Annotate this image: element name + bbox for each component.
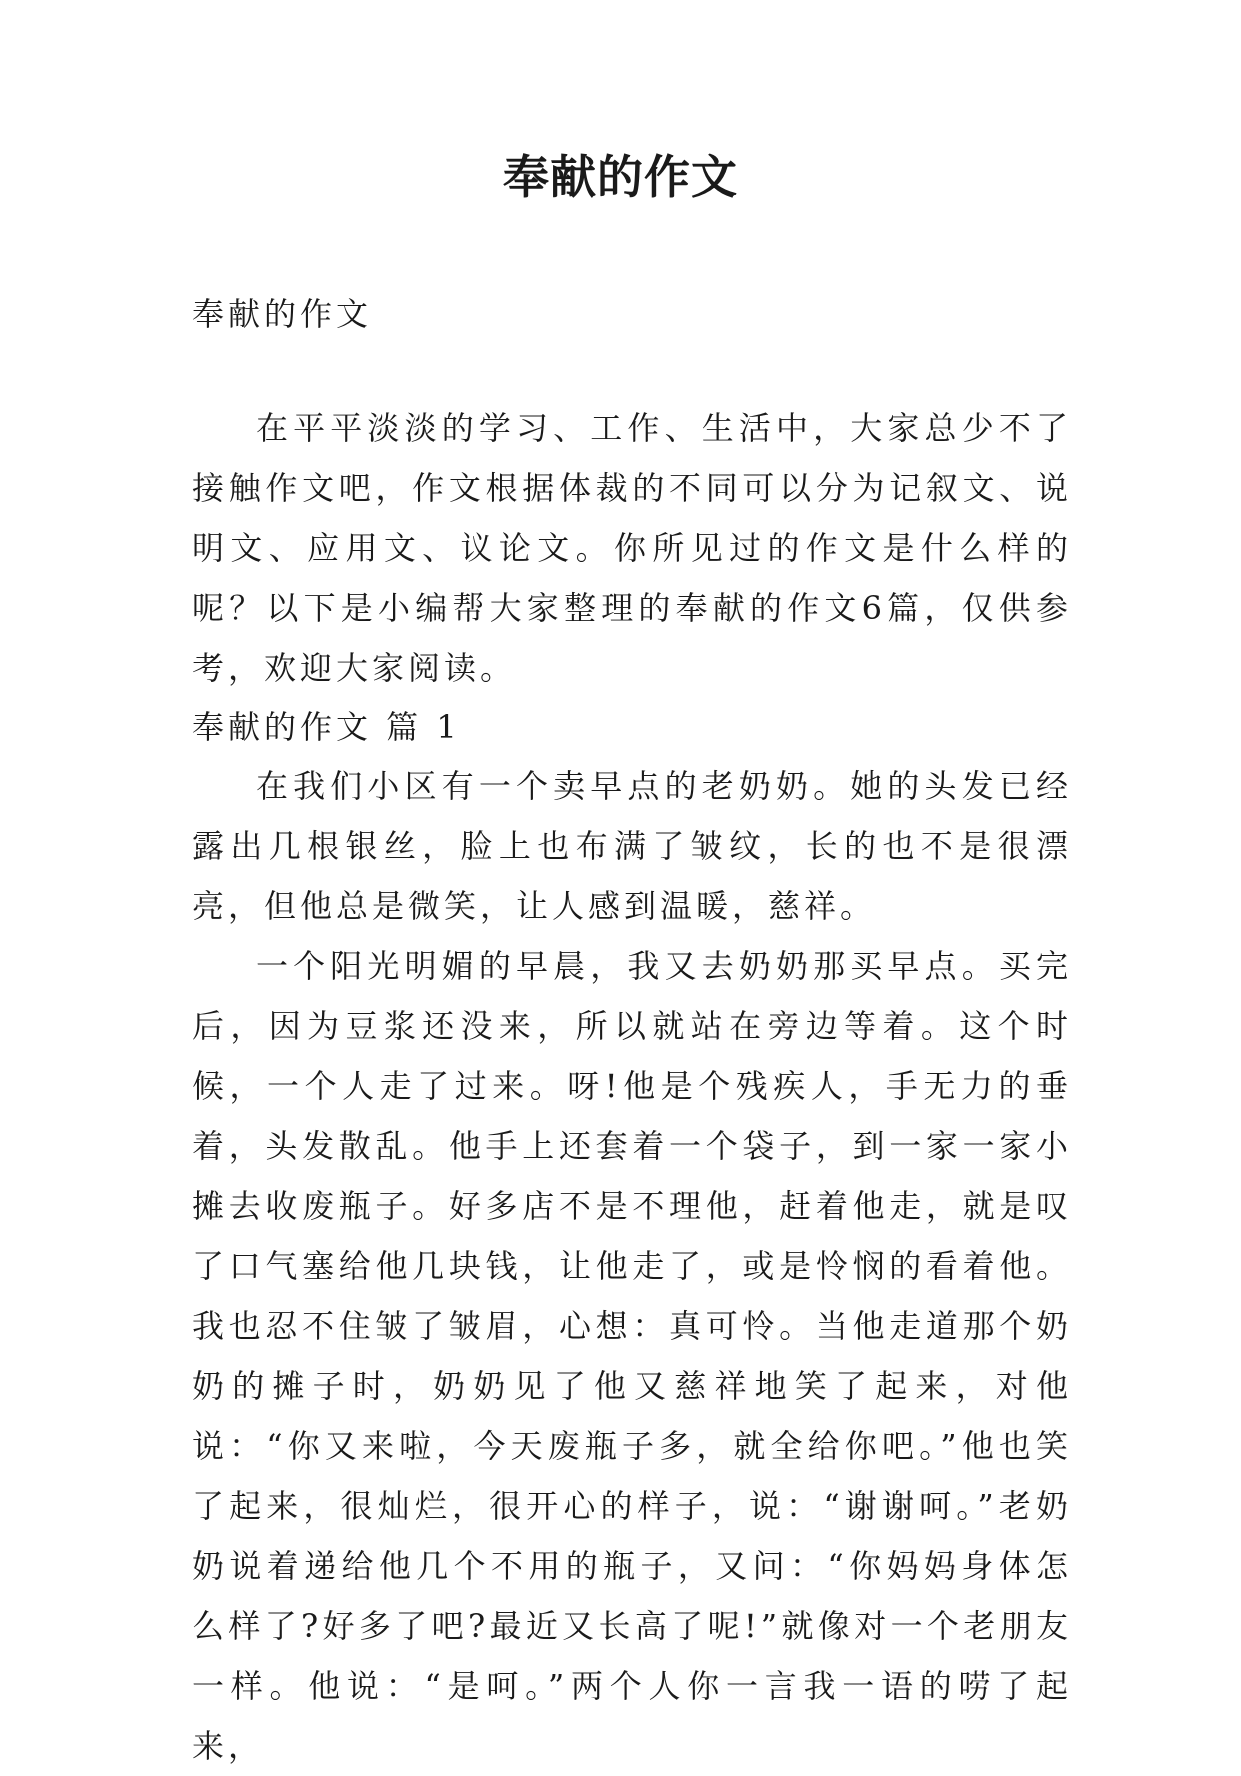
document-subtitle: 奉献的作文	[192, 295, 373, 333]
body-paragraph: 在我们小区有一个卖早点的老奶奶。她的头发已经露出几根银丝，脸上也布满了皱纹，长的也不是很漂亮，但他总是微笑，让人感到温暖，慈祥。	[192, 767, 1072, 925]
document-body	[192, 290, 1072, 1776]
body-paragraph: 一个阳光明媚的早晨，我又去奶奶那买早点。买完后，因为豆浆还没来，所以就站在旁边等着。这个时候，一个人走了过来。呀!他是个残疾人，手无力的垂着，头发散乱。他手上还套着一个袋子，到一家一家小摊去收废瓶子。好多店不是不理他，赶着他走，就是叹了口气塞给他几块钱，让他走了，或是怜悯的看着他。我也忍不住皱了皱眉，心想：真可怜。当他走道那个奶奶的摊子时，奶奶见了他又慈祥地笑了起来，对他说：“你又来啦，今天废瓶子多，就全给你吧。”他也笑了起来，很灿烂，很开心的样子，说：“谢谢呵。”老奶奶说着递给他几个不用的瓶子，又问：“你妈妈身体怎么样了?好多了吧?最近又长高了呢!”就像对一个老朋友一样。他说：“是呵。”两个人你一言我一语的唠了起来，	[192, 947, 1072, 1765]
document-title: 奉献的作文	[503, 150, 738, 204]
section-heading: 奉献的作文 篇 1	[192, 708, 461, 746]
intro-paragraph: 在平平淡淡的学习、工作、生活中，大家总少不了接触作文吧，作文根据体裁的不同可以分为记叙文、说明文、应用文、议论文。你所见过的作文是什么样的呢？以下是小编帮大家整理的奉献的作文6篇，仅供参考，欢迎大家阅读。	[192, 409, 1072, 687]
